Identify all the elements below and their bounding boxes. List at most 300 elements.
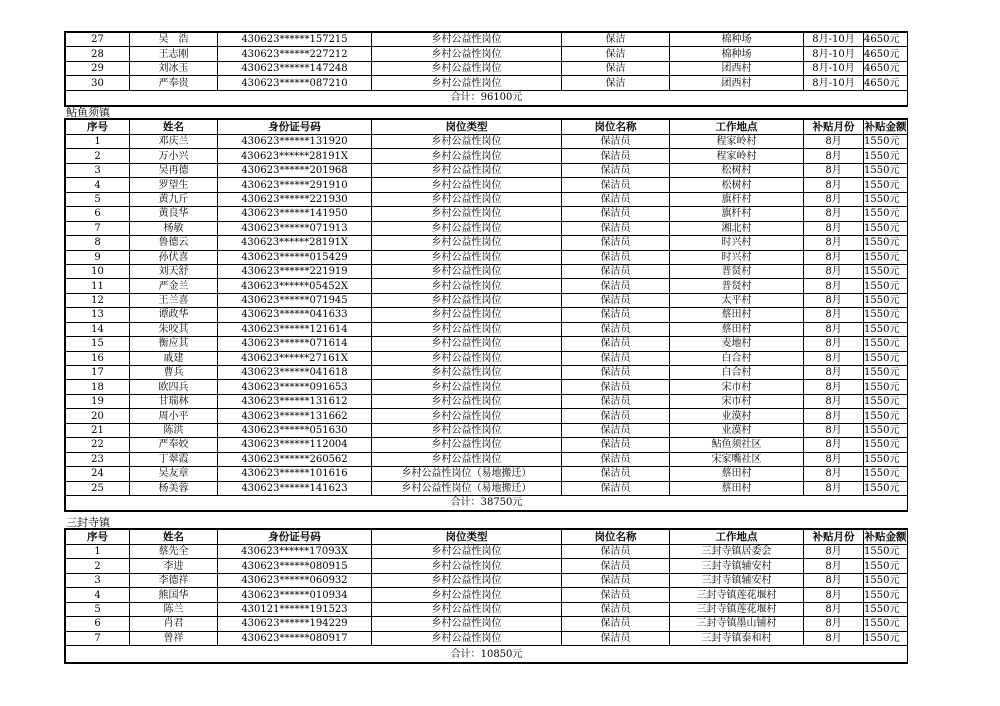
cell-index: 11 bbox=[66, 279, 130, 293]
cell-id-number: 430623******131662 bbox=[218, 409, 372, 423]
cell-index: 7 bbox=[66, 631, 130, 645]
cell-post-name: 保洁员 bbox=[562, 380, 670, 394]
cell-location: 普贤村 bbox=[670, 264, 804, 278]
cell-month: 8月 bbox=[804, 207, 864, 221]
town-title: 鲇鱼须镇 bbox=[66, 106, 110, 119]
cell-index: 8 bbox=[66, 236, 130, 250]
cell-location: 白合村 bbox=[670, 351, 804, 365]
cell-amount: 1550元 bbox=[864, 264, 908, 278]
cell-index: 1 bbox=[66, 545, 130, 559]
cell-post-name: 保洁员 bbox=[562, 545, 670, 559]
cell-location: 蔡田村 bbox=[670, 322, 804, 336]
column-header-location: 工作地点 bbox=[670, 120, 804, 135]
table-row bbox=[66, 545, 908, 559]
cell-index: 4 bbox=[66, 588, 130, 602]
cell-month: 8月 bbox=[804, 409, 864, 423]
cell-post-type: 乡村公益性岗位 bbox=[372, 76, 562, 90]
cell-name: 刘天舒 bbox=[130, 264, 218, 278]
cell-name: 熊国华 bbox=[130, 588, 218, 602]
cell-location: 三封寺镇辅安村 bbox=[670, 559, 804, 573]
cell-month: 8月 bbox=[804, 163, 864, 177]
cell-amount: 4650元 bbox=[864, 33, 908, 47]
cell-id-number: 430623******041618 bbox=[218, 366, 372, 380]
cell-month: 8月 bbox=[804, 279, 864, 293]
cell-index: 17 bbox=[66, 366, 130, 380]
table-row bbox=[66, 308, 908, 322]
column-header-post-name: 岗位名称 bbox=[562, 120, 670, 135]
cell-index: 14 bbox=[66, 322, 130, 336]
cell-name: 李进 bbox=[130, 559, 218, 573]
cell-post-name: 保洁员 bbox=[562, 452, 670, 466]
cell-location: 松树村 bbox=[670, 178, 804, 192]
cell-name: 谭政华 bbox=[130, 308, 218, 322]
cell-post-type: 乡村公益性岗位 bbox=[372, 631, 562, 645]
cell-location: 旗杆村 bbox=[670, 207, 804, 221]
cell-post-name: 保洁员 bbox=[562, 366, 670, 380]
cell-name: 欧四兵 bbox=[130, 380, 218, 394]
table-row bbox=[66, 61, 908, 75]
cell-id-number: 430623******131920 bbox=[218, 135, 372, 149]
table-row bbox=[66, 423, 908, 437]
cell-location: 团西村 bbox=[670, 76, 804, 90]
cell-amount: 1550元 bbox=[864, 163, 908, 177]
column-header-post-type: 岗位类型 bbox=[372, 530, 562, 545]
cell-month: 8月 bbox=[804, 573, 864, 587]
cell-month: 8月 bbox=[804, 337, 864, 351]
cell-month: 8月-10月 bbox=[804, 33, 864, 47]
column-header-month: 补贴月份 bbox=[804, 530, 864, 545]
cell-amount: 1550元 bbox=[864, 394, 908, 408]
cell-post-type: 乡村公益性岗位 bbox=[372, 573, 562, 587]
column-header-amount: 补贴金额 bbox=[864, 120, 907, 133]
cell-amount: 1550元 bbox=[864, 279, 908, 293]
cell-id-number: 430623******080917 bbox=[218, 631, 372, 645]
cell-amount: 1550元 bbox=[864, 438, 908, 452]
table-row bbox=[66, 588, 908, 602]
table-row bbox=[66, 322, 908, 336]
cell-name: 衡应其 bbox=[130, 337, 218, 351]
cell-amount: 1550元 bbox=[864, 573, 908, 587]
cell-index: 2 bbox=[66, 149, 130, 163]
cell-location: 业漠村 bbox=[670, 423, 804, 437]
table-row bbox=[66, 366, 908, 380]
cell-index: 23 bbox=[66, 452, 130, 466]
cell-location: 太平村 bbox=[670, 293, 804, 307]
cell-name: 刘冰玉 bbox=[130, 61, 218, 75]
cell-index: 21 bbox=[66, 423, 130, 437]
cell-location: 松树村 bbox=[670, 163, 804, 177]
cell-index: 27 bbox=[66, 33, 130, 47]
cell-post-type: 乡村公益性岗位 bbox=[372, 135, 562, 149]
cell-amount: 1550元 bbox=[864, 351, 908, 365]
table-row bbox=[66, 573, 908, 587]
cell-post-name: 保洁员 bbox=[562, 236, 670, 250]
cell-id-number: 430623******101616 bbox=[218, 467, 372, 481]
cell-amount: 1550元 bbox=[864, 149, 908, 163]
table-row bbox=[66, 178, 908, 192]
table-row bbox=[66, 409, 908, 423]
cell-index: 29 bbox=[66, 61, 130, 75]
cell-month: 8月 bbox=[804, 250, 864, 264]
cell-post-name: 保洁员 bbox=[562, 602, 670, 616]
table-row bbox=[66, 293, 908, 307]
cell-post-name: 保洁员 bbox=[562, 394, 670, 408]
cell-id-number: 430623******05452X bbox=[218, 279, 372, 293]
cell-location: 蔡田村 bbox=[670, 467, 804, 481]
cell-month: 8月 bbox=[804, 438, 864, 452]
cell-id-number: 430623******112004 bbox=[218, 438, 372, 452]
cell-amount: 1550元 bbox=[864, 617, 908, 631]
cell-name: 严金兰 bbox=[130, 279, 218, 293]
cell-location: 宋家嘴社区 bbox=[670, 452, 804, 466]
cell-amount: 1550元 bbox=[864, 250, 908, 264]
column-header-month: 补贴月份 bbox=[804, 120, 864, 135]
column-header-index: 序号 bbox=[66, 120, 130, 135]
cell-index: 13 bbox=[66, 308, 130, 322]
table-row bbox=[66, 221, 908, 235]
table-section-c bbox=[64, 528, 908, 664]
table-row bbox=[66, 33, 908, 47]
cell-post-type: 乡村公益性岗位 bbox=[372, 178, 562, 192]
cell-amount: 1550元 bbox=[864, 366, 908, 380]
cell-id-number: 430623******051630 bbox=[218, 423, 372, 437]
cell-id-number: 430623******147248 bbox=[218, 61, 372, 75]
cell-post-type: 乡村公益性岗位 bbox=[372, 264, 562, 278]
cell-index: 25 bbox=[66, 481, 130, 495]
cell-post-type: 乡村公益性岗位 bbox=[372, 163, 562, 177]
cell-id-number: 430623******041633 bbox=[218, 308, 372, 322]
cell-location: 棉种场 bbox=[670, 47, 804, 61]
cell-post-name: 保洁员 bbox=[562, 250, 670, 264]
cell-post-type: 乡村公益性岗位 bbox=[372, 452, 562, 466]
cell-post-name: 保洁员 bbox=[562, 438, 670, 452]
cell-location: 程家岭村 bbox=[670, 135, 804, 149]
cell-amount: 4650元 bbox=[864, 76, 908, 90]
cell-post-name: 保洁员 bbox=[562, 264, 670, 278]
cell-id-number: 430623******131612 bbox=[218, 394, 372, 408]
cell-post-name: 保洁 bbox=[562, 76, 670, 90]
cell-location: 时兴村 bbox=[670, 250, 804, 264]
cell-post-name: 保洁员 bbox=[562, 293, 670, 307]
cell-post-type: 乡村公益性岗位 bbox=[372, 236, 562, 250]
cell-amount: 4650元 bbox=[864, 47, 908, 61]
cell-name: 肖君 bbox=[130, 617, 218, 631]
total-c: 合计：10850元 bbox=[66, 646, 908, 663]
cell-post-type: 乡村公益性岗位 bbox=[372, 207, 562, 221]
cell-post-type: 乡村公益性岗位 bbox=[372, 409, 562, 423]
cell-amount: 1550元 bbox=[864, 602, 908, 616]
cell-index: 18 bbox=[66, 380, 130, 394]
cell-id-number: 430623******194229 bbox=[218, 617, 372, 631]
cell-month: 8月 bbox=[804, 351, 864, 365]
cell-name: 吴友章 bbox=[130, 467, 218, 481]
cell-post-name: 保洁员 bbox=[562, 559, 670, 573]
cell-index: 16 bbox=[66, 351, 130, 365]
cell-location: 三封寺镇莲花堰村 bbox=[670, 588, 804, 602]
cell-month: 8月 bbox=[804, 264, 864, 278]
cell-index: 15 bbox=[66, 337, 130, 351]
cell-post-name: 保洁员 bbox=[562, 409, 670, 423]
cell-name: 陈洪 bbox=[130, 423, 218, 437]
cell-month: 8月-10月 bbox=[804, 61, 864, 75]
cell-name: 孙伏喜 bbox=[130, 250, 218, 264]
cell-post-name: 保洁员 bbox=[562, 279, 670, 293]
table-row bbox=[66, 76, 908, 90]
cell-amount: 1550元 bbox=[864, 545, 908, 559]
cell-location: 蔡田村 bbox=[670, 481, 804, 495]
cell-name: 黄良华 bbox=[130, 207, 218, 221]
cell-location: 三封寺镇泰和村 bbox=[670, 631, 804, 645]
table-body-top bbox=[66, 33, 908, 91]
town-title: 三封寺镇 bbox=[66, 516, 110, 529]
cell-post-type: 乡村公益性岗位 bbox=[372, 438, 562, 452]
cell-post-name: 保洁员 bbox=[562, 149, 670, 163]
table-body-b bbox=[66, 135, 908, 496]
cell-post-name: 保洁员 bbox=[562, 221, 670, 235]
cell-id-number: 430623******091653 bbox=[218, 380, 372, 394]
cell-post-name: 保洁员 bbox=[562, 467, 670, 481]
cell-location: 三封寺镇居委会 bbox=[670, 545, 804, 559]
cell-index: 2 bbox=[66, 559, 130, 573]
cell-index: 3 bbox=[66, 163, 130, 177]
cell-index: 28 bbox=[66, 47, 130, 61]
cell-index: 4 bbox=[66, 178, 130, 192]
cell-month: 8月 bbox=[804, 602, 864, 616]
cell-location: 旗杆村 bbox=[670, 192, 804, 206]
cell-name: 戚建 bbox=[130, 351, 218, 365]
column-header-index: 序号 bbox=[66, 530, 130, 545]
table-row bbox=[66, 135, 908, 149]
table-row bbox=[66, 394, 908, 408]
cell-index: 30 bbox=[66, 76, 130, 90]
cell-index: 24 bbox=[66, 467, 130, 481]
cell-name: 朱咬其 bbox=[130, 322, 218, 336]
cell-post-name: 保洁员 bbox=[562, 308, 670, 322]
cell-post-type: 乡村公益性岗位 bbox=[372, 250, 562, 264]
cell-name: 丁翠霞 bbox=[130, 452, 218, 466]
cell-post-name: 保洁员 bbox=[562, 135, 670, 149]
cell-name: 严奉贵 bbox=[130, 76, 218, 90]
cell-id-number: 430623******28191X bbox=[218, 149, 372, 163]
cell-index: 6 bbox=[66, 617, 130, 631]
header-row bbox=[66, 530, 908, 545]
table-row bbox=[66, 250, 908, 264]
cell-post-type: 乡村公益性岗位 bbox=[372, 293, 562, 307]
cell-amount: 1550元 bbox=[864, 559, 908, 573]
cell-post-name: 保洁员 bbox=[562, 573, 670, 587]
cell-index: 5 bbox=[66, 192, 130, 206]
cell-post-type: 乡村公益性岗位 bbox=[372, 61, 562, 75]
cell-post-name: 保洁 bbox=[562, 33, 670, 47]
table-row bbox=[66, 279, 908, 293]
cell-amount: 1550元 bbox=[864, 178, 908, 192]
cell-id-number: 430623******071614 bbox=[218, 337, 372, 351]
cell-location: 业漠村 bbox=[670, 409, 804, 423]
cell-amount: 1550元 bbox=[864, 380, 908, 394]
table-row bbox=[66, 631, 908, 645]
cell-id-number: 430623******28191X bbox=[218, 236, 372, 250]
cell-post-name: 保洁员 bbox=[562, 481, 670, 495]
cell-location: 麦地村 bbox=[670, 337, 804, 351]
cell-post-name: 保洁员 bbox=[562, 337, 670, 351]
cell-month: 8月 bbox=[804, 452, 864, 466]
cell-month: 8月 bbox=[804, 617, 864, 631]
cell-post-type: 乡村公益性岗位 bbox=[372, 221, 562, 235]
cell-location: 宋市村 bbox=[670, 380, 804, 394]
table-row bbox=[66, 207, 908, 221]
table-row bbox=[66, 617, 908, 631]
cell-post-name: 保洁员 bbox=[562, 351, 670, 365]
cell-index: 7 bbox=[66, 221, 130, 235]
cell-post-type: 乡村公益性岗位 bbox=[372, 192, 562, 206]
cell-post-type: 乡村公益性岗位 bbox=[372, 545, 562, 559]
cell-amount: 1550元 bbox=[864, 322, 908, 336]
cell-post-type: 乡村公益性岗位 bbox=[372, 394, 562, 408]
table-row bbox=[66, 351, 908, 365]
column-header-location: 工作地点 bbox=[670, 530, 804, 545]
cell-post-type: 乡村公益性岗位 bbox=[372, 366, 562, 380]
table-row bbox=[66, 264, 908, 278]
table-row bbox=[66, 163, 908, 177]
cell-id-number: 430623******227212 bbox=[218, 47, 372, 61]
table-row bbox=[66, 380, 908, 394]
table-row bbox=[66, 337, 908, 351]
cell-month: 8月 bbox=[804, 135, 864, 149]
cell-post-name: 保洁员 bbox=[562, 423, 670, 437]
cell-post-type: 乡村公益性岗位 bbox=[372, 337, 562, 351]
cell-month: 8月 bbox=[804, 192, 864, 206]
cell-post-type: 乡村公益性岗位 bbox=[372, 559, 562, 573]
column-header-post-name: 岗位名称 bbox=[562, 530, 670, 545]
cell-post-type: 乡村公益性岗位 bbox=[372, 423, 562, 437]
cell-id-number: 430623******141950 bbox=[218, 207, 372, 221]
cell-post-type: 乡村公益性岗位 bbox=[372, 617, 562, 631]
cell-month: 8月 bbox=[804, 293, 864, 307]
column-header-id-number: 身份证号码 bbox=[218, 530, 372, 545]
cell-post-type: 乡村公益性岗位 bbox=[372, 149, 562, 163]
cell-name: 王志刚 bbox=[130, 47, 218, 61]
cell-month: 8月-10月 bbox=[804, 76, 864, 90]
cell-post-name: 保洁员 bbox=[562, 631, 670, 645]
cell-location: 三封寺镇辅安村 bbox=[670, 573, 804, 587]
cell-id-number: 430623******015429 bbox=[218, 250, 372, 264]
table-row bbox=[66, 192, 908, 206]
cell-location: 普贤村 bbox=[670, 279, 804, 293]
cell-post-name: 保洁员 bbox=[562, 322, 670, 336]
cell-location: 三封寺镇莲花堰村 bbox=[670, 602, 804, 616]
cell-amount: 1550元 bbox=[864, 337, 908, 351]
column-header-amount: 补贴金额 bbox=[864, 530, 907, 543]
cell-month: 8月 bbox=[804, 559, 864, 573]
cell-name: 王兰喜 bbox=[130, 293, 218, 307]
cell-location: 程家岭村 bbox=[670, 149, 804, 163]
cell-post-name: 保洁员 bbox=[562, 178, 670, 192]
column-header-id-number: 身份证号码 bbox=[218, 120, 372, 135]
cell-name: 吴再德 bbox=[130, 163, 218, 177]
table-row bbox=[66, 149, 908, 163]
cell-id-number: 430623******157215 bbox=[218, 33, 372, 47]
table-row bbox=[66, 438, 908, 452]
cell-month: 8月 bbox=[804, 588, 864, 602]
cell-id-number: 430121******191523 bbox=[218, 602, 372, 616]
cell-post-type: 乡村公益性岗位 bbox=[372, 588, 562, 602]
cell-index: 1 bbox=[66, 135, 130, 149]
cell-location: 棉种场 bbox=[670, 33, 804, 47]
table-row bbox=[66, 559, 908, 573]
cell-name: 万小兴 bbox=[130, 149, 218, 163]
cell-location: 团西村 bbox=[670, 61, 804, 75]
cell-id-number: 430623******060932 bbox=[218, 573, 372, 587]
cell-name: 杨敏 bbox=[130, 221, 218, 235]
cell-amount: 1550元 bbox=[864, 631, 908, 645]
cell-amount: 1550元 bbox=[864, 221, 908, 235]
cell-name: 甘瑞林 bbox=[130, 394, 218, 408]
cell-month: 8月 bbox=[804, 308, 864, 322]
cell-id-number: 430623******260562 bbox=[218, 452, 372, 466]
cell-post-type: 乡村公益性岗位 bbox=[372, 322, 562, 336]
table-row bbox=[66, 47, 908, 61]
cell-index: 6 bbox=[66, 207, 130, 221]
cell-id-number: 430623******071945 bbox=[218, 293, 372, 307]
cell-amount: 1550元 bbox=[864, 452, 908, 466]
table-section-b bbox=[64, 118, 908, 512]
cell-location: 白合村 bbox=[670, 366, 804, 380]
cell-amount: 1550元 bbox=[864, 423, 908, 437]
cell-post-name: 保洁员 bbox=[562, 588, 670, 602]
cell-post-type: 乡村公益性岗位（易地搬迁） bbox=[372, 481, 562, 495]
cell-index: 12 bbox=[66, 293, 130, 307]
cell-amount: 1550元 bbox=[864, 467, 908, 481]
cell-location: 三封寺镇墨山铺村 bbox=[670, 617, 804, 631]
cell-month: 8月 bbox=[804, 366, 864, 380]
cell-name: 陈兰 bbox=[130, 602, 218, 616]
cell-id-number: 430623******221930 bbox=[218, 192, 372, 206]
cell-name: 周小平 bbox=[130, 409, 218, 423]
cell-index: 20 bbox=[66, 409, 130, 423]
column-header-name: 姓名 bbox=[130, 530, 218, 545]
cell-month: 8月 bbox=[804, 423, 864, 437]
cell-id-number: 430623******291910 bbox=[218, 178, 372, 192]
table-row bbox=[66, 467, 908, 481]
cell-name: 吴 浩 bbox=[130, 33, 218, 47]
cell-index: 19 bbox=[66, 394, 130, 408]
total-b: 合计：38750元 bbox=[66, 495, 908, 510]
cell-id-number: 430623******071913 bbox=[218, 221, 372, 235]
cell-post-name: 保洁员 bbox=[562, 207, 670, 221]
cell-month: 8月 bbox=[804, 149, 864, 163]
table-body-c bbox=[66, 545, 908, 646]
cell-index: 9 bbox=[66, 250, 130, 264]
cell-amount: 1550元 bbox=[864, 409, 908, 423]
cell-location: 蔡田村 bbox=[670, 308, 804, 322]
cell-index: 5 bbox=[66, 602, 130, 616]
table-row bbox=[66, 602, 908, 616]
cell-id-number: 430623******141623 bbox=[218, 481, 372, 495]
cell-name: 蔡先全 bbox=[130, 545, 218, 559]
cell-location: 时兴村 bbox=[670, 236, 804, 250]
column-header-name: 姓名 bbox=[130, 120, 218, 135]
cell-post-name: 保洁员 bbox=[562, 163, 670, 177]
cell-post-type: 乡村公益性岗位 bbox=[372, 380, 562, 394]
cell-post-type: 乡村公益性岗位 bbox=[372, 33, 562, 47]
cell-month: 8月-10月 bbox=[804, 47, 864, 61]
cell-name: 邓庆兰 bbox=[130, 135, 218, 149]
cell-post-type: 乡村公益性岗位 bbox=[372, 308, 562, 322]
cell-index: 22 bbox=[66, 438, 130, 452]
cell-name: 罗望生 bbox=[130, 178, 218, 192]
cell-amount: 1550元 bbox=[864, 207, 908, 221]
cell-month: 8月 bbox=[804, 380, 864, 394]
